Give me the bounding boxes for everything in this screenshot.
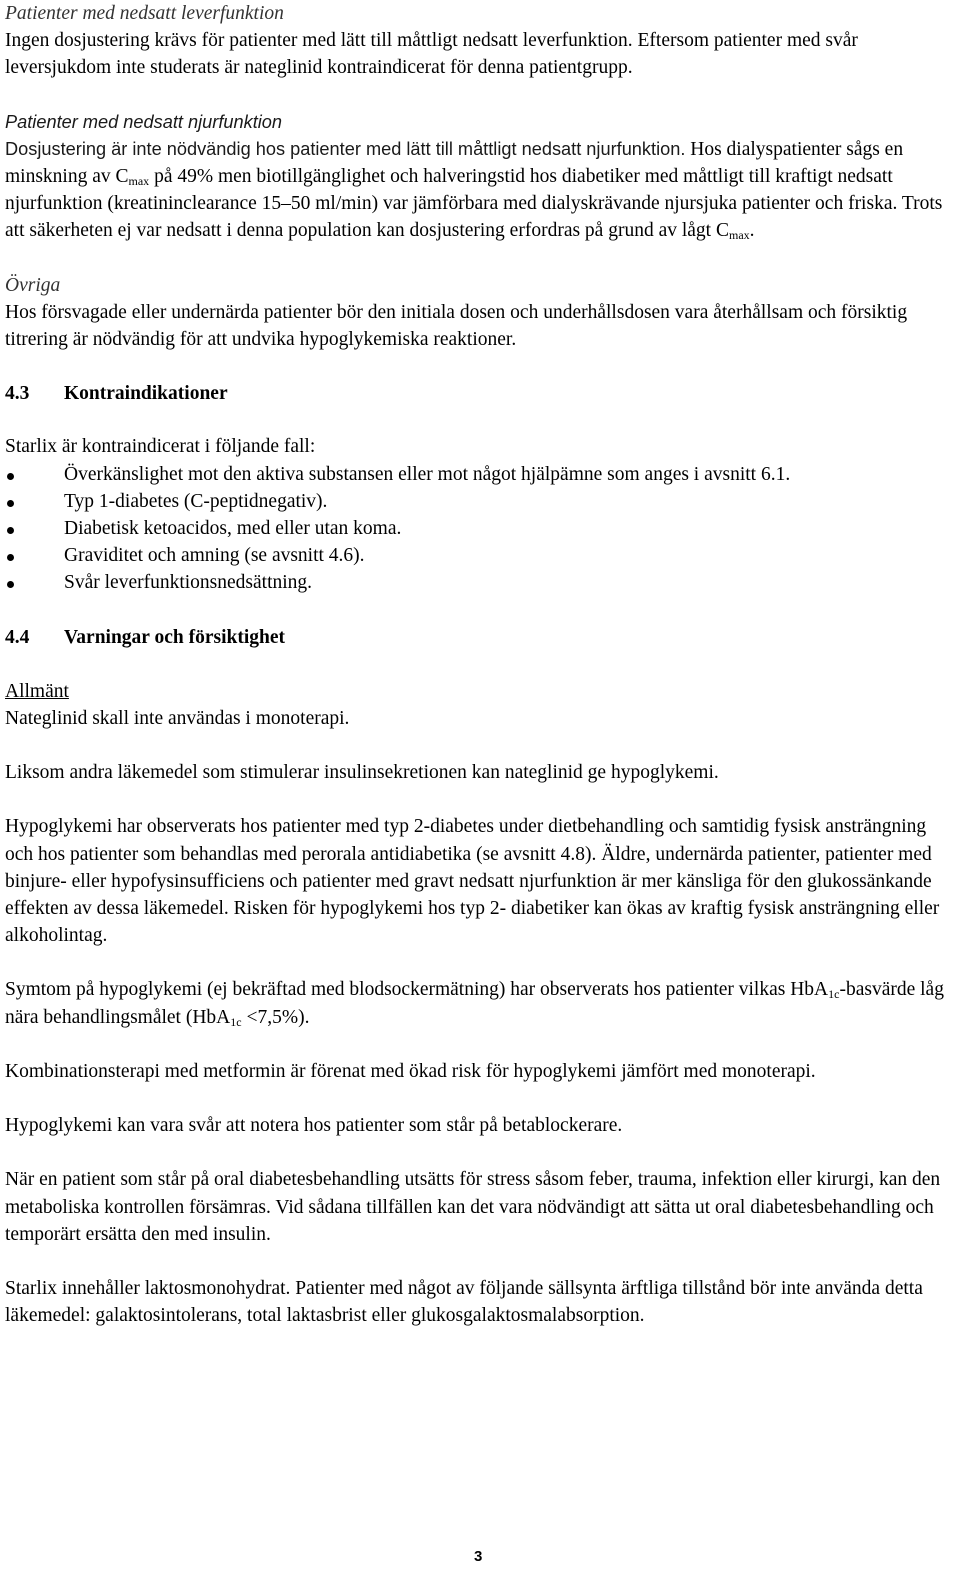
bullet-icon bbox=[7, 500, 14, 507]
contraindications-list bbox=[5, 461, 955, 597]
paragraph: Starlix innehåller laktosmonohydrat. Patienter med något av följande sällsynta ärftliga tillstånd bör inte använda detta läkemedel: galaktosintolerans, total laktasbrist eller glukosgalaktosmalabsorption. bbox=[5, 1277, 923, 1327]
renal-impairment-heading: Patienter med nedsatt njurfunktion bbox=[5, 111, 283, 132]
paragraph-text: Symtom på hypoglykemi (ej bekräftad med blodsockermätning) har observerats hos patienter vilkas HbA bbox=[5, 979, 829, 1001]
renal-impairment-text bbox=[5, 136, 955, 245]
paragraph: När en patient som står på oral diabetesbehandling utsätts för stress såsom feber, trauma, infektion eller kirurgi, kan den metaboliska kontrollen försämras. Vid sådana tillfällen kan det vara nödvändigt att sätta ut oral diabetesbehandling och temporärt ersätta den med insulin. bbox=[5, 1169, 941, 1245]
renal-text-sans: Dosjustering är inte nödvändig hos patienter med lätt till måttligt nedsatt njurfunktion. bbox=[5, 138, 686, 159]
page-number: 3 bbox=[474, 1548, 483, 1565]
hba1c-subscript: 1c bbox=[828, 987, 840, 1002]
section-title: Kontraindikationer bbox=[64, 383, 228, 405]
list-item bbox=[5, 488, 955, 515]
section-4-3-heading bbox=[5, 380, 955, 407]
paragraph: Kombinationsterapi med metformin är förenat med ökad risk för hypoglykemi jämfört med monoterapi. bbox=[5, 1060, 816, 1082]
bullet-icon bbox=[7, 581, 14, 588]
list-item bbox=[5, 542, 955, 569]
renal-text-4: . bbox=[749, 220, 755, 242]
general-subheading: Allmänt bbox=[5, 680, 69, 702]
hepatic-impairment-heading: Patienter med nedsatt leverfunktion bbox=[5, 3, 284, 24]
list-item-text: Typ 1-diabetes (C-peptidnegativ). bbox=[64, 490, 328, 512]
contraindications-intro: Starlix är kontraindicerat i följande fall: bbox=[5, 436, 316, 458]
paragraph: Nateglinid skall inte användas i monoterapi. bbox=[5, 708, 350, 730]
list-item-text: Överkänslighet mot den aktiva substansen eller mot något hjälpämne som anges i avsnitt 6.1. bbox=[64, 463, 791, 485]
list-item bbox=[5, 461, 955, 488]
renal-text-1: Hos dialyspatienter sågs en minskning av C bbox=[5, 138, 904, 188]
hepatic-impairment-text: Ingen dosjustering krävs för patienter med lätt till måttligt nedsatt leverfunktion. Eftersom patienter med svår leversjukdom inte studerats är nateglinid kontraindicerat för denna patientgrupp. bbox=[5, 30, 858, 79]
paragraph: Hypoglykemi har observerats hos patienter med typ 2-diabetes under dietbehandling och samtidig fysisk ansträngning och hos patienter som behandlas med perorala antidiabetika (se avsnitt 4.8). Äldre, undernärda patienter, patienter med binjure- eller hypofysinsufficiens och patienter med gravt nedsatt njurfunktion är mer känsliga för den glukossänkande effekten av dessa läkemedel. Risken för hypoglykemi hos typ 2- diabetiker kan ökas av kraftig fysisk ansträngning eller alkoholintag. bbox=[5, 816, 940, 947]
paragraph: Liksom andra läkemedel som stimulerar insulinsekretionen kan nateglinid ge hypoglykemi. bbox=[5, 762, 719, 784]
other-text: Hos försvagade eller undernärda patienter bör den initiala dosen och underhållsdosen vara återhållsam och försiktig titrering är nödvändig för att undvika hypoglykemiska reaktioner. bbox=[5, 301, 908, 351]
cmax-subscript: max bbox=[729, 228, 750, 243]
section-title: Varningar och försiktighet bbox=[64, 626, 286, 648]
bullet-icon bbox=[7, 473, 14, 480]
bullet-icon bbox=[7, 554, 14, 561]
renal-text-2: på 49% men biotillgänglighet och halveringstid hos diabetiker med måttligt till kraftigt nedsatt njurfunktion (kreatininclearance 15–50 ml/min) var jämförbara med dialyskrävande njursjuka patienter och friska. bbox=[5, 166, 898, 215]
list-item bbox=[5, 515, 955, 542]
bullet-icon bbox=[7, 527, 14, 534]
other-heading: Övriga bbox=[5, 274, 61, 296]
renal-text-3: Trots att säkerheten ej var nedsatt i denna population kan dosjustering erfordras på grund av lågt C bbox=[5, 193, 943, 242]
document-page bbox=[5, 0, 955, 1329]
paragraph bbox=[5, 976, 955, 1030]
cmax-subscript: max bbox=[128, 174, 150, 189]
section-number: 4.4 bbox=[5, 626, 30, 648]
list-item-text: Diabetisk ketoacidos, med eller utan koma. bbox=[64, 518, 402, 540]
section-number: 4.3 bbox=[5, 383, 30, 405]
list-item bbox=[5, 569, 955, 596]
list-item-text: Svår leverfunktionsnedsättning. bbox=[64, 572, 313, 594]
section-4-4-heading bbox=[5, 624, 955, 651]
paragraph-text: <7,5%). bbox=[241, 1006, 310, 1028]
hba1c-subscript: 1c bbox=[230, 1014, 242, 1029]
list-item-text: Graviditet och amning (se avsnitt 4.6). bbox=[64, 545, 365, 567]
paragraph: Hypoglykemi kan vara svår att notera hos patienter som står på betablockerare. bbox=[5, 1115, 623, 1137]
paragraph-text: -basvärde låg nära behandlingsmålet (HbA bbox=[5, 979, 944, 1028]
